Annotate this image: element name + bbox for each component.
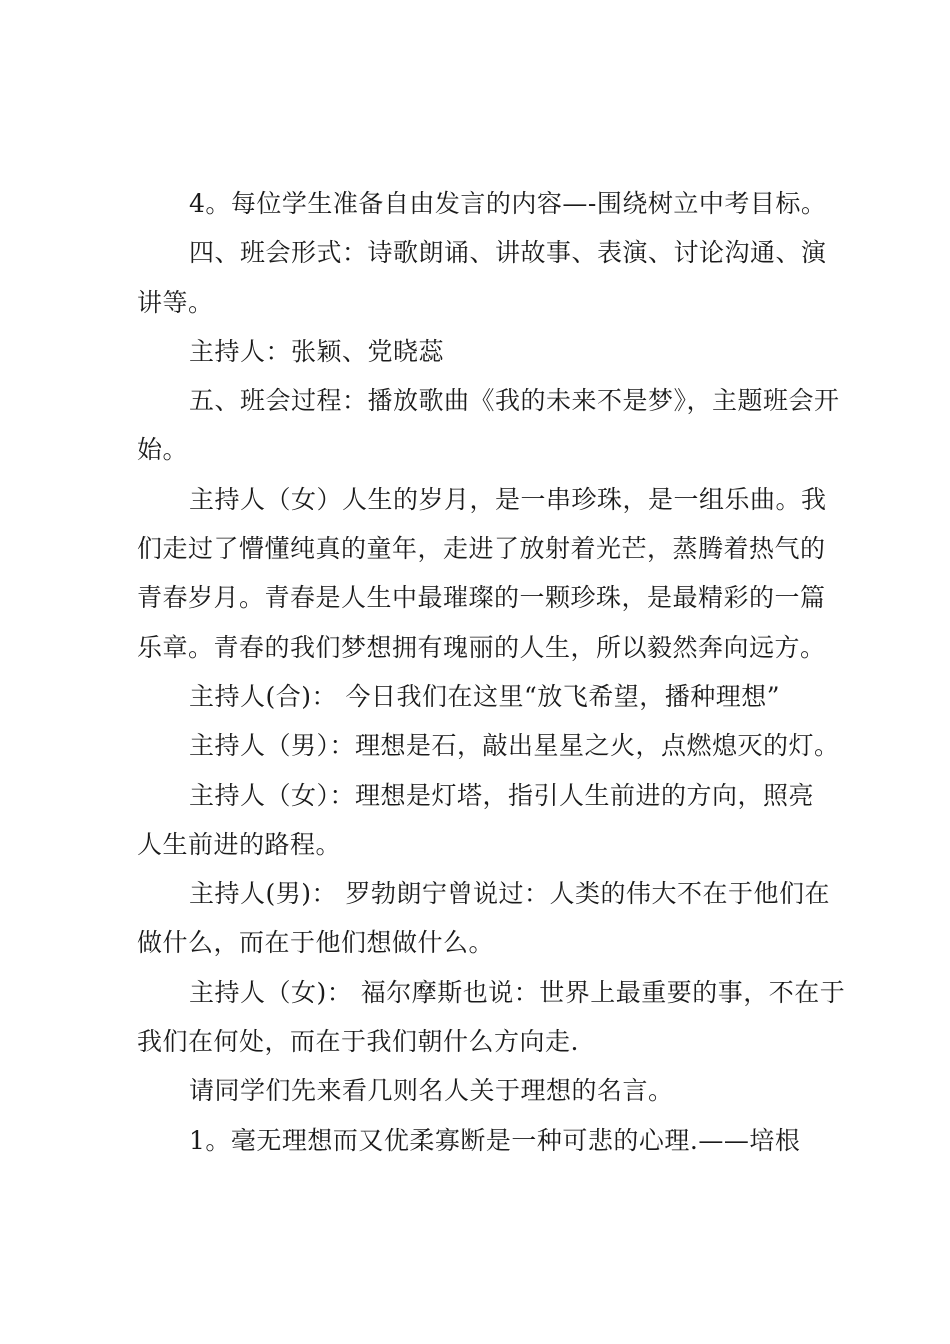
paragraph: [137, 179, 837, 228]
text-line: 1。毫无理想而又优柔寡断是一种可悲的心理.——培根: [189, 1125, 801, 1155]
paragraph: [137, 771, 837, 870]
text-line: 4。每位学生准备自由发言的内容—-围绕树立中考目标。: [189, 189, 827, 218]
paragraph: [137, 672, 837, 721]
document-body: [137, 179, 846, 1165]
text-line: 主持人（女）人生的岁月，是一串珍珠，是一组乐曲。我: [189, 484, 827, 514]
text-line: 主持人：张颖、党晓蕊: [189, 336, 445, 366]
text-line: 我们在何处，而在于我们朝什么方向走.: [137, 1027, 579, 1057]
text-line: 青春岁月。青春是人生中最璀璨的一颗珍珠，是最精彩的一篇: [137, 583, 826, 613]
paragraph: [137, 1066, 837, 1115]
paragraph: [137, 327, 837, 376]
paragraph: [137, 1116, 837, 1165]
paragraph: [137, 968, 846, 1067]
text-line: 做什么，而在于他们想做什么。: [137, 928, 495, 958]
text-line: 主持人（女)： 福尔摩斯也说：世界上最重要的事，不在于: [189, 977, 846, 1007]
text-line: 请同学们先来看几则名人关于理想的名言。: [189, 1076, 674, 1106]
text-line: 人生前进的路程。: [137, 829, 342, 859]
text-line: 乐章。青春的我们梦想拥有瑰丽的人生，所以毅然奔向远方。: [137, 632, 826, 662]
paragraph: [137, 228, 837, 327]
text-line: 五、班会过程：播放歌曲《我的未来不是梦》，主题班会开: [189, 386, 840, 416]
paragraph: [137, 376, 840, 475]
text-line: 始。: [137, 435, 189, 465]
paragraph: [137, 475, 837, 672]
text-line: 四、班会形式：诗歌朗诵、讲故事、表演、讨论沟通、演: [189, 238, 827, 268]
text-line: 主持人(男)： 罗勃朗宁曾说过：人类的伟大不在于他们在: [189, 879, 830, 909]
paragraph: [137, 721, 840, 770]
text-line: 主持人（女）：理想是灯塔，指引人生前进的方向，照亮: [189, 780, 815, 810]
text-line: 讲等。: [137, 287, 214, 317]
text-line: 们走过了懵懂纯真的童年，走进了放射着光芒，蒸腾着热气的: [137, 534, 826, 564]
paragraph: [137, 869, 837, 968]
text-line: 主持人（男）：理想是石，敲出星星之火，点燃熄灭的灯。: [189, 731, 840, 761]
text-line: 主持人(合)： 今日我们在这里“放飞希望，播种理想”: [189, 681, 781, 711]
